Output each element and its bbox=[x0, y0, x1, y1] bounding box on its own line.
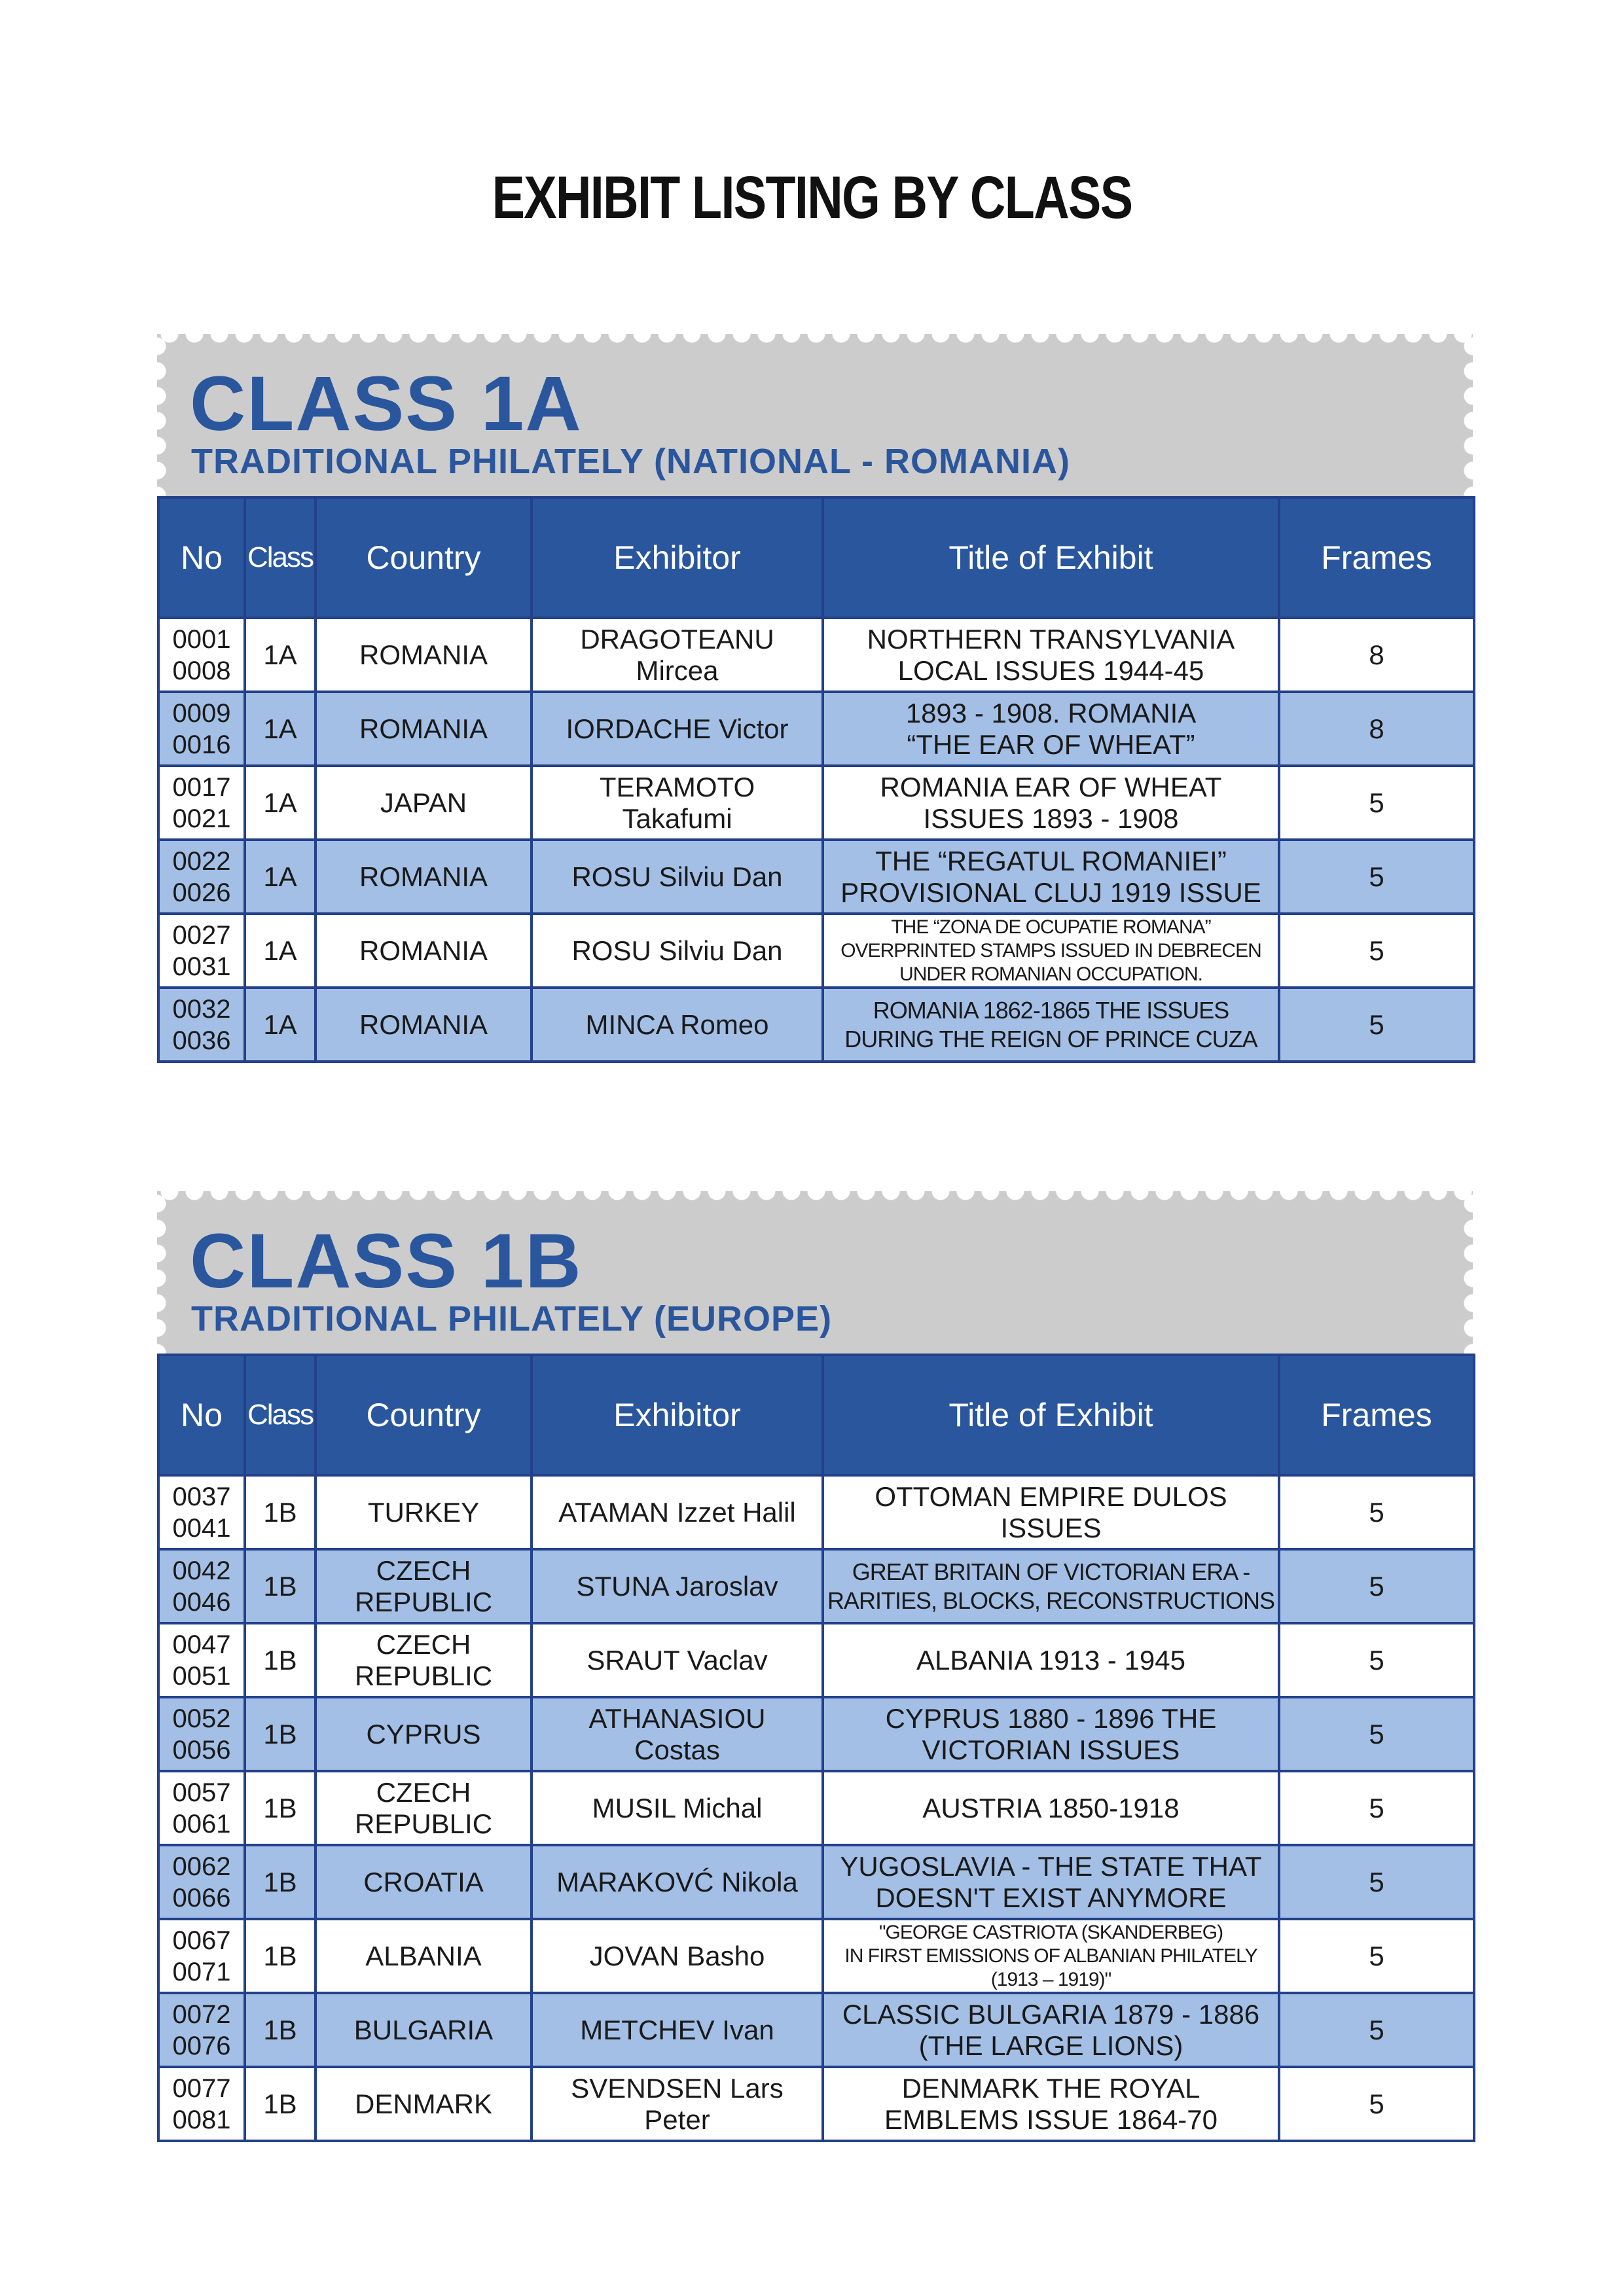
cell-exhibitor: SRAUT Vaclav bbox=[532, 1623, 823, 1697]
cell-no: 0022 0026 bbox=[158, 840, 245, 914]
cell-frames: 5 bbox=[1279, 1623, 1474, 1697]
cell-no: 0057 0061 bbox=[158, 1771, 245, 1845]
header-frames: Frames bbox=[1279, 1355, 1474, 1475]
cell-title: OTTOMAN EMPIRE DULOS ISSUES bbox=[823, 1475, 1279, 1549]
cell-frames: 5 bbox=[1279, 1697, 1474, 1771]
cell-no: 0001 0008 bbox=[158, 618, 245, 692]
cell-no: 0072 0076 bbox=[158, 1993, 245, 2067]
cell-class: 1B bbox=[245, 1475, 316, 1549]
class-title: CLASS 1A bbox=[190, 361, 583, 447]
exhibit-table bbox=[157, 1354, 1475, 2142]
cell-country: ALBANIA bbox=[316, 1919, 532, 1993]
cell-no: 0042 0046 bbox=[158, 1549, 245, 1623]
table-row bbox=[158, 692, 1474, 766]
cell-exhibitor: MARAKOVĆ Nikola bbox=[532, 1845, 823, 1919]
table-row bbox=[158, 1771, 1474, 1845]
cell-title: CLASSIC BULGARIA 1879 - 1886 (THE LARGE LIONS) bbox=[823, 1993, 1279, 2067]
cell-class: 1A bbox=[245, 766, 316, 840]
cell-exhibitor: ATAMAN Izzet Halil bbox=[532, 1475, 823, 1549]
cell-exhibitor: IORDACHE Victor bbox=[532, 692, 823, 766]
cell-class: 1B bbox=[245, 1845, 316, 1919]
cell-exhibitor: TERAMOTO Takafumi bbox=[532, 766, 823, 840]
cell-country: TURKEY bbox=[316, 1475, 532, 1549]
header-frames: Frames bbox=[1279, 497, 1474, 618]
cell-country: CROATIA bbox=[316, 1845, 532, 1919]
cell-class: 1B bbox=[245, 1549, 316, 1623]
cell-title: GREAT BRITAIN OF VICTORIAN ERA - RARITIES, BLOCKS, RECONSTRUCTIONS bbox=[823, 1549, 1279, 1623]
header-no: No bbox=[158, 497, 245, 618]
cell-frames: 5 bbox=[1279, 2067, 1474, 2141]
cell-country: JAPAN bbox=[316, 766, 532, 840]
cell-exhibitor: ATHANASIOU Costas bbox=[532, 1697, 823, 1771]
cell-frames: 5 bbox=[1279, 1845, 1474, 1919]
table-header-row bbox=[158, 1355, 1474, 1475]
cell-class: 1B bbox=[245, 1623, 316, 1697]
class-banner bbox=[157, 334, 1473, 496]
cell-country: CZECH REPUBLIC bbox=[316, 1771, 532, 1845]
cell-title: ALBANIA 1913 - 1945 bbox=[823, 1623, 1279, 1697]
cell-country: CZECH REPUBLIC bbox=[316, 1549, 532, 1623]
cell-exhibitor: MINCA Romeo bbox=[532, 988, 823, 1062]
cell-frames: 5 bbox=[1279, 1993, 1474, 2067]
cell-class: 1A bbox=[245, 988, 316, 1062]
table-row bbox=[158, 1919, 1474, 1993]
exhibit-table bbox=[157, 496, 1475, 1063]
class-1a-section bbox=[157, 334, 1473, 1063]
table-row bbox=[158, 840, 1474, 914]
cell-frames: 5 bbox=[1279, 1771, 1474, 1845]
cell-frames: 5 bbox=[1279, 766, 1474, 840]
cell-no: 0037 0041 bbox=[158, 1475, 245, 1549]
cell-title: CYPRUS 1880 - 1896 THE VICTORIAN ISSUES bbox=[823, 1697, 1279, 1771]
cell-exhibitor: DRAGOTEANU Mircea bbox=[532, 618, 823, 692]
table-row bbox=[158, 1845, 1474, 1919]
cell-title: 1893 - 1908. ROMANIA “THE EAR OF WHEAT” bbox=[823, 692, 1279, 766]
cell-exhibitor: SVENDSEN Lars Peter bbox=[532, 2067, 823, 2141]
header-class: Class bbox=[245, 1355, 316, 1475]
cell-no: 0077 0081 bbox=[158, 2067, 245, 2141]
header-country: Country bbox=[316, 497, 532, 618]
cell-frames: 5 bbox=[1279, 988, 1474, 1062]
cell-country: ROMANIA bbox=[316, 618, 532, 692]
cell-frames: 5 bbox=[1279, 1475, 1474, 1549]
cell-country: BULGARIA bbox=[316, 1993, 532, 2067]
table-row bbox=[158, 1549, 1474, 1623]
table-row bbox=[158, 1697, 1474, 1771]
header-exhibitor: Exhibitor bbox=[532, 1355, 823, 1475]
page-title: EXHIBIT LISTING BY CLASS bbox=[492, 164, 1132, 231]
cell-exhibitor: JOVAN Basho bbox=[532, 1919, 823, 1993]
header-title: Title of Exhibit bbox=[823, 1355, 1279, 1475]
cell-title: NORTHERN TRANSYLVANIA LOCAL ISSUES 1944-45 bbox=[823, 618, 1279, 692]
cell-class: 1A bbox=[245, 914, 316, 988]
cell-title: THE “REGATUL ROMANIEI” PROVISIONAL CLUJ 1919 ISSUE bbox=[823, 840, 1279, 914]
cell-title: ROMANIA EAR OF WHEAT ISSUES 1893 - 1908 bbox=[823, 766, 1279, 840]
cell-class: 1A bbox=[245, 840, 316, 914]
class-1b-section bbox=[157, 1191, 1473, 2142]
cell-exhibitor: ROSU Silviu Dan bbox=[532, 914, 823, 988]
cell-class: 1A bbox=[245, 618, 316, 692]
cell-no: 0017 0021 bbox=[158, 766, 245, 840]
cell-country: ROMANIA bbox=[316, 914, 532, 988]
class-subtitle: TRADITIONAL PHILATELY (NATIONAL - ROMANIA) bbox=[191, 442, 1070, 481]
cell-exhibitor: MUSIL Michal bbox=[532, 1771, 823, 1845]
cell-no: 0067 0071 bbox=[158, 1919, 245, 1993]
table-row bbox=[158, 914, 1474, 988]
table-row bbox=[158, 1475, 1474, 1549]
cell-exhibitor: METCHEV Ivan bbox=[532, 1993, 823, 2067]
cell-no: 0052 0056 bbox=[158, 1697, 245, 1771]
class-banner bbox=[157, 1191, 1473, 1354]
cell-no: 0027 0031 bbox=[158, 914, 245, 988]
cell-class: 1B bbox=[245, 2067, 316, 2141]
cell-frames: 5 bbox=[1279, 840, 1474, 914]
cell-title: "GEORGE CASTRIOTA (SKANDERBEG) IN FIRST EMISSIONS OF ALBANIAN PHILATELY (1913 – 1919)" bbox=[823, 1919, 1279, 1993]
cell-title: ROMANIA 1862-1865 THE ISSUES DURING THE REIGN OF PRINCE CUZA bbox=[823, 988, 1279, 1062]
cell-class: 1B bbox=[245, 1919, 316, 1993]
cell-title: AUSTRIA 1850-1918 bbox=[823, 1771, 1279, 1845]
cell-country: DENMARK bbox=[316, 2067, 532, 2141]
header-country: Country bbox=[316, 1355, 532, 1475]
cell-class: 1B bbox=[245, 1697, 316, 1771]
cell-title: THE “ZONA DE OCUPATIE ROMANA” OVERPRINTED STAMPS ISSUED IN DEBRECEN UNDER ROMANIAN OCCUPATION. bbox=[823, 914, 1279, 988]
header-title: Title of Exhibit bbox=[823, 497, 1279, 618]
cell-frames: 5 bbox=[1279, 1549, 1474, 1623]
cell-country: ROMANIA bbox=[316, 988, 532, 1062]
table-row bbox=[158, 1623, 1474, 1697]
cell-no: 0009 0016 bbox=[158, 692, 245, 766]
cell-country: ROMANIA bbox=[316, 840, 532, 914]
table-row bbox=[158, 766, 1474, 840]
cell-no: 0032 0036 bbox=[158, 988, 245, 1062]
cell-no: 0062 0066 bbox=[158, 1845, 245, 1919]
header-no: No bbox=[158, 1355, 245, 1475]
table-row bbox=[158, 618, 1474, 692]
table-row bbox=[158, 1993, 1474, 2067]
table-row bbox=[158, 988, 1474, 1062]
cell-country: CYPRUS bbox=[316, 1697, 532, 1771]
cell-frames: 8 bbox=[1279, 618, 1474, 692]
cell-exhibitor: ROSU Silviu Dan bbox=[532, 840, 823, 914]
cell-frames: 8 bbox=[1279, 692, 1474, 766]
class-title: CLASS 1B bbox=[190, 1218, 583, 1304]
cell-frames: 5 bbox=[1279, 1919, 1474, 1993]
header-exhibitor: Exhibitor bbox=[532, 497, 823, 618]
cell-no: 0047 0051 bbox=[158, 1623, 245, 1697]
header-class: Class bbox=[245, 497, 316, 618]
table-row bbox=[158, 2067, 1474, 2141]
cell-title: YUGOSLAVIA - THE STATE THAT DOESN'T EXIST ANYMORE bbox=[823, 1845, 1279, 1919]
cell-class: 1A bbox=[245, 692, 316, 766]
cell-class: 1B bbox=[245, 1771, 316, 1845]
table-header-row bbox=[158, 497, 1474, 618]
cell-country: ROMANIA bbox=[316, 692, 532, 766]
cell-class: 1B bbox=[245, 1993, 316, 2067]
class-subtitle: TRADITIONAL PHILATELY (EUROPE) bbox=[191, 1299, 833, 1338]
cell-title: DENMARK THE ROYAL EMBLEMS ISSUE 1864-70 bbox=[823, 2067, 1279, 2141]
cell-frames: 5 bbox=[1279, 914, 1474, 988]
cell-exhibitor: STUNA Jaroslav bbox=[532, 1549, 823, 1623]
cell-country: CZECH REPUBLIC bbox=[316, 1623, 532, 1697]
